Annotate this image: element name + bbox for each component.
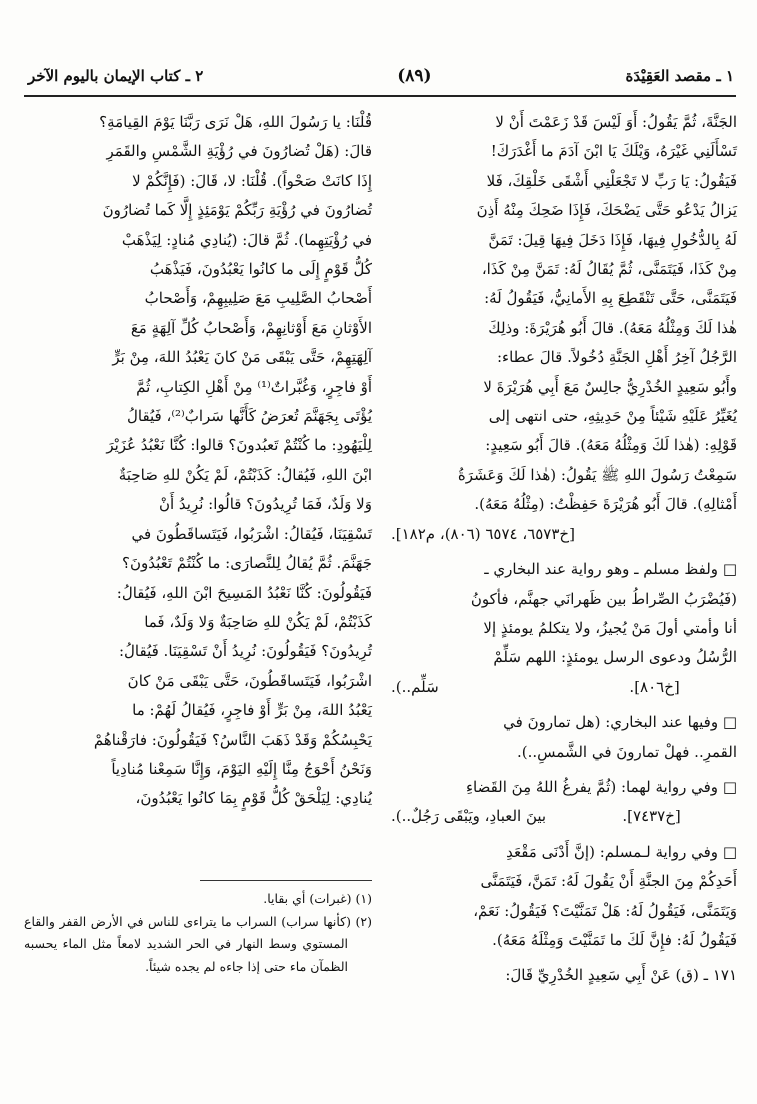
text-line: فَيَقُولُ لَهُ: فإِنَّ لَكَ ما تَمَنَّيْتَ وَمِثْلَهُ مَعَهُ). (492, 930, 737, 949)
variant-both (391, 773, 737, 832)
running-header (28, 60, 734, 92)
text-line: أَوْ فاجِرٍ، وَغُبَّراتٌ⁽¹⁾ مِنْ أَهْلِ الكِتابِ، ثُمَّ (136, 377, 372, 396)
text-line: يُؤْتَى بِجَهَنَّمَ تُعرَضُ كَأَنَّها سَرابٌ⁽²⁾، فَيُقالُ (126, 407, 372, 426)
text-line: لِلْيَهُودِ: ما كُنْتُمْ تَعبُدونَ؟ قالوا: كُنَّا نَعْبُدُ عُزَيْرَ (106, 436, 372, 455)
text-line: وَنَحْنُ أَحْوَجُ مِنَّا إِلَيْهِ اليَوْمَ، وَإِنَّا سَمِعْنا مُنادِياً (111, 759, 372, 778)
section-title: ١ ـ مقصد العَقِيْدَة (625, 67, 734, 85)
text-line: في رُؤْيَتِهِما). ثُمَّ قالَ: (يُنادِي مُنادٍ: لِيَذْهَبْ (121, 230, 372, 249)
text-line: (فَيُضْرَبُ الصِّراطُ بين ظَهرانَي جهنَّم، فأكونُ (470, 589, 737, 608)
left-column (24, 108, 372, 814)
footnotes (24, 888, 372, 978)
footnote-rule (200, 880, 372, 881)
text-line: تَسْأَلَنِي غَيْرَهُ، وَيْلَكَ يَا ابْنَ آدَمَ ما أَغْدَرَكَ! (490, 142, 737, 161)
footnote-2: (٢) (كأنها سراب) السراب ما يتراءى للناس في الأرض القفر والقاع المستوي وسط النهار في الحر الشديد لامعاً مثل الماء يحسبه الظمآن ماء حتى إذا جاءه لم يجده شيئاً. (24, 913, 372, 974)
text-line: □ وفيها عند البخاري: (هل تمارونَ في (503, 713, 737, 732)
text-line: الرُّسُلُ ودعوى الرسل يومئذٍ: اللهم سَلِّمْ (493, 648, 737, 667)
text-line: جَهَنَّمَ. ثُمَّ يُقالُ لِلنَّصارَى: ما كُنْتُمْ تَعْبُدُونَ؟ (122, 554, 372, 573)
text-line: أَحَدِكُمْ مِنَ الجنَّةِ أَنْ يَقُولَ لَهُ: تَمَنَّ، فَيَتَمَنَّى (480, 872, 737, 891)
text-line: يَزالُ يَدْعُو حَتَّى يَضْحَكَ، فَإِذَا ضَحِكَ مِنْهُ أَذِنَ (476, 201, 737, 220)
text-line: الجَنَّةَ، ثُمَّ يَقُولُ: أَوَ لَيْسَ قَدْ زَعَمْتَ أَنْ لا (495, 113, 737, 131)
hadith-171-opening: ١٧١ ـ (ق) عَنْ أَبِي سَعِيدٍ الخُدْرِيِّ قَالَ: (505, 966, 737, 985)
text-line: إِذَا كانَتْ صَحْواً). قُلْنَا: لا، قَالَ: (فَإِنَّكُمْ لا (132, 171, 372, 190)
variant-bukhari (391, 708, 737, 767)
page-number: (٨٩) (397, 66, 432, 86)
header-rule (24, 95, 736, 97)
text-line: الأَوْثانِ مَعَ أَوْثانِهِمْ، وَأَصْحابُ كُلِّ آلِهَةٍ مَعَ (130, 318, 372, 337)
text-line: تَسْقِيَنَا، فَيُقالُ: اشْرَبُوا، فَيَتَساقَطُونَ في (131, 524, 372, 543)
text-line: قُلْنَا: يا رَسُولَ اللهِ، هَلْ نَرَى رَبَّنَا يَوْمَ القِيامَةِ؟ (99, 113, 372, 131)
text-line: أنا وأمتي أولَ مَنْ يُجيزُ، ولا يتكلمُ يومئذٍ إلا (483, 618, 737, 637)
variant-muslim (391, 555, 737, 702)
text-line: ابْنَ اللهِ، فَيُقالُ: كَذَبْتُمْ، لَمْ يَكُنْ للهِ صَاحِبَةٌ (118, 465, 372, 484)
text-line: □ وفي رواية لهما: (ثُمَّ يفرغُ اللهُ مِنَ القَضاءِ (465, 777, 737, 796)
right-column (391, 108, 737, 991)
text-line-with-reference: [خ٨٠٦]. سَلِّم..). (391, 677, 680, 696)
text-line: كُلُّ قَوْمٍ إِلَى ما كانُوا يَعْبُدُونَ، فَيَذْهَبُ (149, 260, 372, 279)
text-line: هٰذا لَكَ وَمِثْلُهُ مَعَهُ). قالَ أَبُو هُرَيْرَةَ: وذلِكَ (488, 318, 737, 337)
text-line: فَيَتَمَنَّى، حَتَّى تَنْقَطِعَ بِهِ الأَمانِيُّ، فَيَقُولُ لَهُ: (484, 289, 737, 308)
text-line: □ وفي رواية لـمسلم: (إنَّ أَدْنَى مَقْعَدِ (506, 842, 737, 861)
text-line: الرَّجُلُ آخِرُ أَهْلِ الجَنَّةِ دُخُولاً. قالَ عطاء: (497, 348, 737, 367)
footnote-1: (١) (غبرات) أي بقايا. (263, 891, 372, 906)
text-line: فَيَقُولُونَ: كُنَّا نَعْبُدُ المَسِيحَ ابْنَ اللهِ، فَيُقالُ: (116, 583, 372, 602)
text-line: أَصْحابُ الصَّلِيبِ مَعَ صَلِيبِهِمْ، وَأَصْحابُ (144, 289, 372, 308)
text-line: فَيَقُولُ: يَا رَبِّ لا تَجْعَلْنِي أَشْقَى خَلْقِكَ، فَلا (486, 171, 737, 190)
chapter-title: ٢ ـ كتاب الإيمان باليوم الآخر (28, 67, 204, 85)
text-line: يُنادِي: لِيَلْحَقْ كُلُّ قَوْمٍ بِمَا كانُوا يَعْبُدُونَ، (135, 789, 372, 808)
text-line: يُغَيِّرُ عَلَيْهِ شَيْئاً مِنْ حَدِيثِهِ، حتى انتهى إلى (488, 407, 737, 426)
text-line: كَذَبْتُمْ، لَمْ يَكُنْ للهِ صَاحِبَةٌ وَلا وَلَدٌ، فَما (144, 612, 372, 631)
text-line: وَلا وَلَدٌ، فَمَا تُرِيدُونَ؟ قالُوا: نُرِيدُ أَنْ (158, 495, 372, 514)
hadith-continuation (391, 108, 737, 549)
text-line: مِنْ كَذَا، فَيَتَمَنَّى، ثُمَّ يُقَالُ لَهُ: تَمَنَّ مِنْ كَذَا، (481, 260, 737, 279)
variant-muslim-2 (391, 838, 737, 956)
text-line: قَوْلِهِ: (هٰذا لَكَ وَمِثْلُهُ مَعَهُ). قالَ أَبُو سَعِيدٍ: (485, 436, 737, 455)
text-line: وَيَتَمَنَّى، فَيَقُولُ لَهُ: هَلْ تَمَنَّيْتَ؟ فَيَقُولُ: نَعَمْ، (473, 901, 737, 920)
reference: [خ٦٥٧٣، ٦٥٧٤ (٨٠٦)، م١٨٢]. (391, 524, 575, 543)
text-line: القمرِ.. فهلْ تمارونَ في الشَّمسِ..). (517, 742, 737, 761)
text-line: يَحْبِسُكُمْ وَقَدْ ذَهَبَ النَّاسُ؟ فَيَقُولُونَ: فارَقْناهُمْ (93, 730, 372, 749)
text-line: □ ولفظ مسلم ـ وهو رواية عند البخاري ـ (484, 560, 737, 579)
text-line: آلِهَتِهِمْ، حَتَّى يَبْقَى مَنْ كانَ يَعْبُدُ اللهَ، مِنْ بَرٍّ (112, 348, 372, 367)
text-line-with-reference: [خ٧٤٣٧]. بينَ العبادِ، ويَبْقَى رَجُلٌ..). (391, 807, 681, 826)
text-line: يَعْبُدُ اللهَ، مِنْ بَرٍّ أَوْ فاجِرٍ، فَيُقالُ لَهُمْ: ما (132, 701, 372, 720)
text-line: اشْرَبُوا، فَيَتَساقَطُونَ، حَتَّى يَبْقَى مَنْ كانَ (127, 671, 372, 690)
text-line: سَمِعْتُ رَسُولَ اللهِ ﷺ يَقُولُ: (هٰذا لَكَ وَعَشَرَةُ (457, 465, 737, 484)
text-line: أَمْثالِهِ). قالَ أَبُو هُرَيْرَةَ حَفِظْتُ: (مِثْلُهُ مَعَهُ). (474, 495, 737, 514)
text-line: تُرِيدُونَ؟ فَيَقُولُونَ: نُرِيدُ أَنْ تَسْقِيَنَا. فَيُقالُ: (118, 642, 372, 661)
text-line: وأَبُو سَعِيدٍ الخُدْرِيُّ جالِسٌ مَعَ أَبِي هُرَيْرَةَ لا (483, 377, 737, 396)
text-line: قالَ: (هَلْ تُضارُونَ في رُؤْيَةِ الشَّمْسِ والقَمَرِ (106, 142, 372, 161)
text-line: تُضارُونَ في رُؤْيَةِ رَبِّكُمْ يَوْمَئِذٍ إِلَّا كَما تُضارُونَ (102, 201, 372, 220)
text-line: لَهُ بِالدُّخُولِ فِيهَا، فَإِذَا دَخَلَ فِيهَا قِيلَ: تَمَنَّ (488, 230, 737, 249)
